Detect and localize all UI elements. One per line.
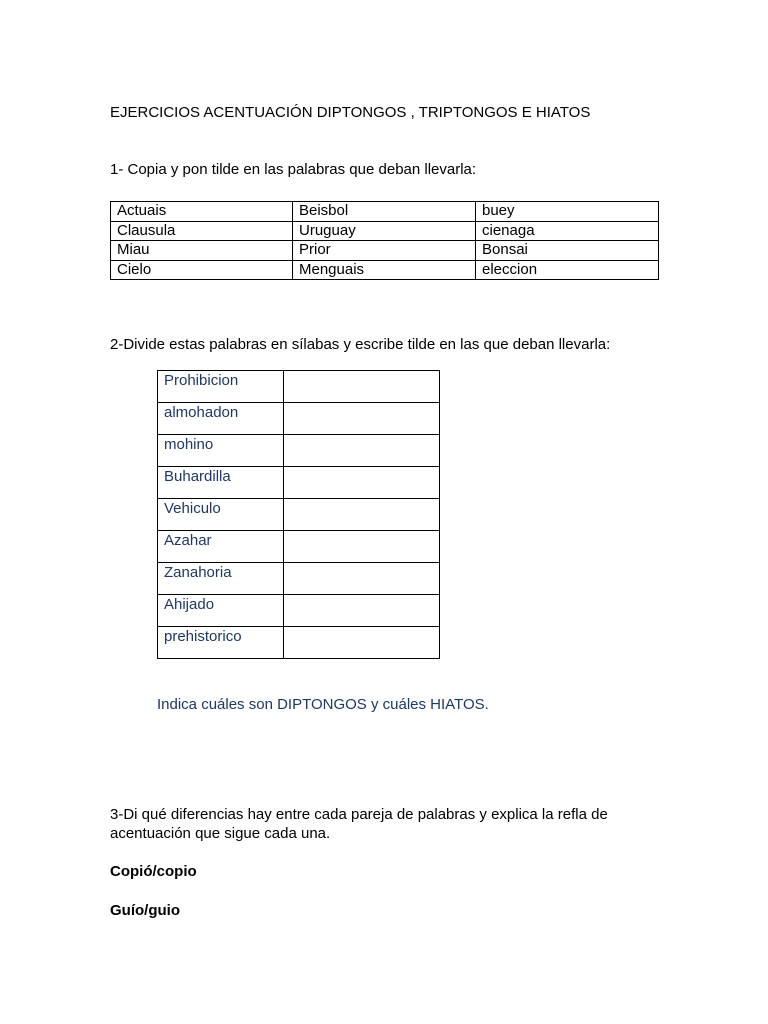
table-row — [158, 563, 440, 595]
exercise2-syllable-table — [157, 370, 440, 659]
table-row — [158, 467, 440, 499]
word-cell: Zanahoria — [158, 563, 284, 595]
exercise3-heading: 3-Di qué diferencias hay entre cada pareja de palabras y explica la refla de acentuación que sigue cada una. — [110, 806, 608, 842]
word-cell: Vehiculo — [158, 499, 284, 531]
word-cell: mohino — [158, 435, 284, 467]
exercise2-instruction: Indica cuáles son DIPTONGOS y cuáles HIATOS. — [157, 696, 489, 713]
table-row — [158, 435, 440, 467]
word-cell: eleccion — [476, 260, 659, 280]
table-row — [111, 221, 659, 241]
word-cell: Menguais — [293, 260, 476, 280]
word-pair: Copió/copio — [110, 863, 197, 880]
exercise1-heading: 1- Copia y pon tilde en las palabras que deban llevarla: — [110, 161, 477, 178]
word-cell: Clausula — [111, 221, 293, 241]
word-cell: Prior — [293, 241, 476, 261]
table-row — [111, 260, 659, 280]
word-pair: Guío/guio — [110, 902, 180, 919]
table-row — [158, 531, 440, 563]
word-cell: Miau — [111, 241, 293, 261]
exercise2-heading: 2-Divide estas palabras en sílabas y escribe tilde en las que deban llevarla: — [110, 336, 611, 353]
table-row — [158, 627, 440, 659]
word-cell: Azahar — [158, 531, 284, 563]
word-cell: Beisbol — [293, 202, 476, 222]
worksheet-title: EJERCICIOS ACENTUACIÓN DIPTONGOS , TRIPTONGOS E HIATOS — [110, 104, 591, 121]
table-row — [111, 202, 659, 222]
word-cell: Buhardilla — [158, 467, 284, 499]
answer-cell[interactable] — [284, 403, 440, 435]
word-cell: Bonsai — [476, 241, 659, 261]
answer-cell[interactable] — [284, 531, 440, 563]
answer-cell[interactable] — [284, 371, 440, 403]
table-row — [111, 241, 659, 261]
answer-cell[interactable] — [284, 595, 440, 627]
answer-cell[interactable] — [284, 467, 440, 499]
word-cell: Ahijado — [158, 595, 284, 627]
word-cell: almohadon — [158, 403, 284, 435]
answer-cell[interactable] — [284, 563, 440, 595]
table-row — [158, 371, 440, 403]
word-cell: buey — [476, 202, 659, 222]
word-cell: Prohibicion — [158, 371, 284, 403]
word-cell: Actuais — [111, 202, 293, 222]
table-row — [158, 595, 440, 627]
word-cell: Uruguay — [293, 221, 476, 241]
answer-cell[interactable] — [284, 499, 440, 531]
table-row — [158, 403, 440, 435]
table-row — [158, 499, 440, 531]
word-cell: Cielo — [111, 260, 293, 280]
word-cell: cienaga — [476, 221, 659, 241]
exercise1-word-table — [110, 201, 659, 280]
answer-cell[interactable] — [284, 627, 440, 659]
word-cell: prehistorico — [158, 627, 284, 659]
answer-cell[interactable] — [284, 435, 440, 467]
